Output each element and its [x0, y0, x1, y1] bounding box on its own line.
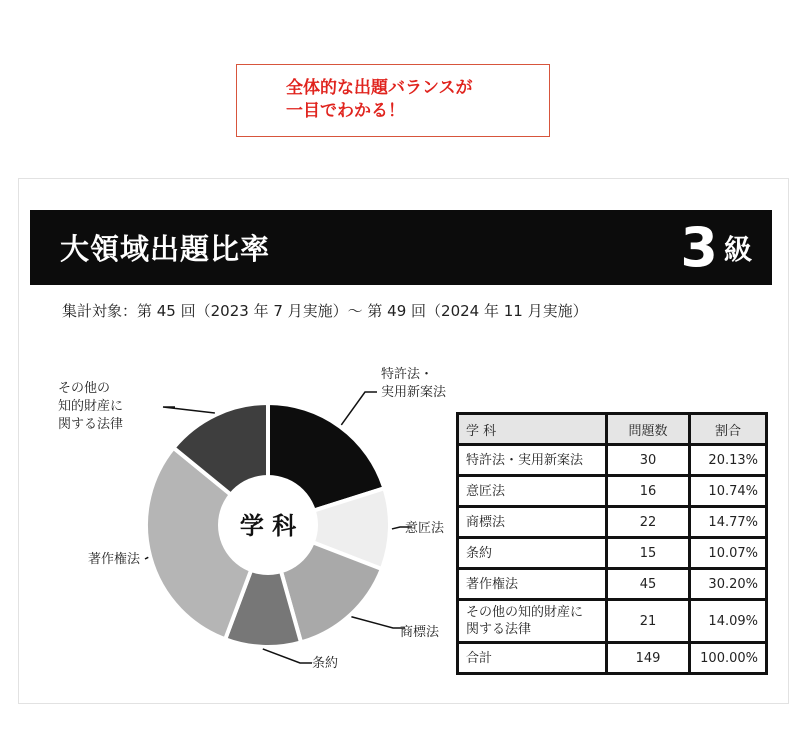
slice-label: 商標法: [400, 625, 440, 640]
row-subject: 商標法: [459, 508, 605, 536]
column-header-ratio: 割合: [691, 415, 765, 443]
grade-number: 3: [680, 216, 718, 279]
survey-period: 集計対象：第 45 回（2023 年 7 月実施）～ 第 49 回（2024 年 11 月実施）: [62, 302, 588, 320]
pie-center-label: 学 科: [239, 512, 297, 540]
slice-label: 特許法・実用新案法: [381, 367, 447, 400]
callout-text: 全体的な出題バランスが 一目でわかる！: [286, 78, 473, 121]
slice-label: 条約: [312, 656, 339, 671]
table-row: [459, 570, 765, 598]
slice-label: その他の知的財産に関する法律: [58, 381, 124, 432]
row-count: 45: [608, 570, 688, 598]
leader-line: [351, 617, 405, 628]
row-subject: 条約: [459, 539, 605, 567]
table-row: [459, 601, 765, 641]
slice-label: 著作権法: [87, 552, 140, 567]
row-ratio: 30.20%: [691, 570, 765, 598]
row-count: 21: [608, 601, 688, 641]
row-count: 22: [608, 508, 688, 536]
leader-line: [263, 649, 312, 663]
leader-line: [163, 407, 215, 413]
row-subject: 意匠法: [459, 477, 605, 505]
grade-unit: 級: [723, 232, 752, 266]
total-label: 合計: [459, 644, 605, 672]
row-ratio: 14.77%: [691, 508, 765, 536]
table-row: [459, 446, 765, 474]
row-count: 30: [608, 446, 688, 474]
row-count: 16: [608, 477, 688, 505]
table-header-row: [459, 415, 765, 443]
row-ratio: 10.07%: [691, 539, 765, 567]
table-row: [459, 477, 765, 505]
table-row: [459, 539, 765, 567]
slice-label: 意匠法: [405, 521, 445, 536]
row-subject: 著作権法: [459, 570, 605, 598]
table-row: [459, 508, 765, 536]
row-subject: その他の知的財産に 関する法律: [459, 601, 605, 641]
row-count: 15: [608, 539, 688, 567]
page-title: 大領域出題比率: [60, 232, 271, 266]
row-ratio: 10.74%: [691, 477, 765, 505]
leader-line: [341, 392, 377, 425]
column-header-count: 問題数: [608, 415, 688, 443]
column-header-subject: 学 科: [459, 415, 605, 443]
leader-line: [145, 557, 148, 559]
row-ratio: 20.13%: [691, 446, 765, 474]
table-total-row: [459, 644, 765, 672]
row-subject: 特許法・実用新案法: [459, 446, 605, 474]
total-ratio: 100.00%: [691, 644, 765, 672]
subject-table: [456, 412, 768, 675]
row-ratio: 14.09%: [691, 601, 765, 641]
total-count: 149: [608, 644, 688, 672]
